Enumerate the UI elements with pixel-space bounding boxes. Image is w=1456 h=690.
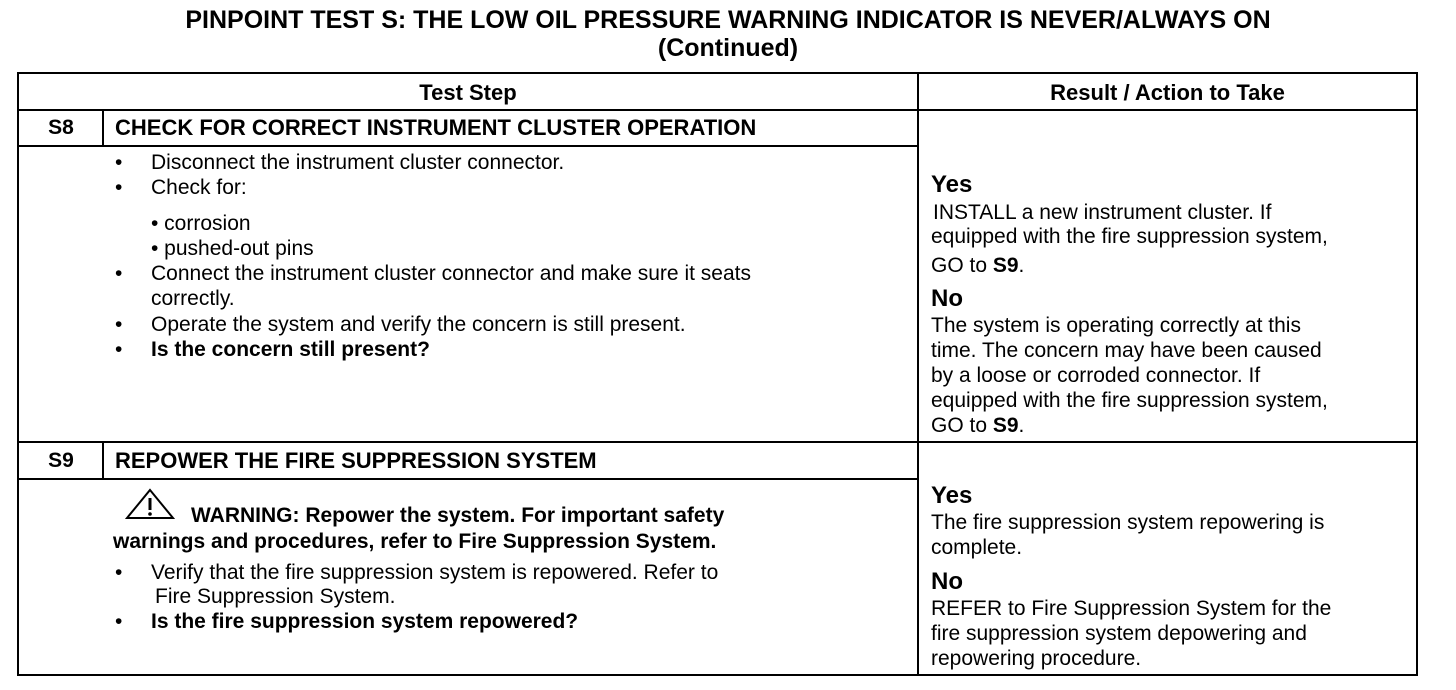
header-result: Result / Action to Take: [1050, 80, 1285, 105]
s9-no-line-1: REFER to Fire Suppression System for the: [931, 597, 1332, 620]
s8-sub-bullet-2: • pushed-out pins: [151, 237, 314, 260]
s9-yes-line-2: complete.: [931, 536, 1023, 559]
s8-step-id: S8: [48, 116, 74, 139]
s9-title-divider: [19, 478, 917, 480]
s8-yes-line-1: INSTALL a new instrument cluster. If: [933, 201, 1272, 224]
s9-warning-line-1: WARNING: Repower the system. For important safety: [191, 504, 725, 527]
s8-title-divider: [19, 145, 917, 147]
s8-sub-bullet-1: • corrosion: [151, 212, 251, 235]
s9-step-title: REPOWER THE FIRE SUPPRESSION SYSTEM: [115, 448, 597, 473]
s8-yes-line-2: equipped with the fire suppression system,: [931, 225, 1328, 248]
s9-yes-line-1: The fire suppression system repowering is: [931, 511, 1325, 534]
s9-no-line-3: repowering procedure.: [931, 647, 1142, 670]
s8-no-label: No: [931, 285, 963, 312]
s8-yes-line-3: GO to S9.: [931, 254, 1025, 277]
s8-step-title: CHECK FOR CORRECT INSTRUMENT CLUSTER OPERATION: [115, 115, 757, 140]
row-divider: [19, 441, 1416, 443]
s8-no-line-5: GO to S9.: [931, 414, 1025, 437]
s8-yes-label: Yes: [931, 171, 973, 198]
title-line-2: (Continued): [657, 34, 799, 62]
s8-no-line-3: by a loose or corroded connector. If: [931, 364, 1261, 387]
s9-warning-line-2: warnings and procedures, refer to Fire Suppression System.: [113, 530, 717, 553]
s8-no-line-1: The system is operating correctly at this: [931, 314, 1301, 337]
warning-triangle-icon: [125, 488, 175, 520]
s9-yes-label: Yes: [931, 482, 973, 509]
column-divider: [917, 74, 919, 674]
s9-no-label: No: [931, 568, 963, 595]
s9-step-id: S9: [48, 449, 74, 472]
header-test-step: Test Step: [419, 80, 517, 105]
page-title: [0, 6, 1456, 62]
s9-no-line-2: fire suppression system depowering and: [931, 622, 1307, 645]
pinpoint-test-table: Test Step Result / Action to Take S8 CHECK FOR CORRECT INSTRUMENT CLUSTER OPERATION • Disconnect the instrument cluster connector. • Check for: • corrosion • pushed-out pins • Connect the instrument cluster connector and make sure it seats correctly. • Operate the system and verify the concern is still present. • Is the concern still present? Yes INSTALL a new instrument cluster. If equipped with the fire suppression system, GO to S9. No The system is operating correctly at this time. The concern may have been caused by a loose or corroded connector. If equipped with the fire suppression system, GO to S9. S9 REPOWER THE FIRE SUPPRESSION SYSTEM WARNING: Repower the system. For important safety warnings and procedures, refer to Fire Suppression System. • Verify that the fire suppression system is repowered. Refer to Fire Suppression System. • Is the fire suppression system repowered? Yes The fire suppression system repowering is complete. No REFER to Fire Suppression System for the fire suppression system depowering and repowering procedure.: [17, 72, 1418, 676]
s8-no-line-2: time. The concern may have been caused: [931, 339, 1322, 362]
title-line-1: PINPOINT TEST S: THE LOW OIL PRESSURE WARNING INDICATOR IS NEVER/ALWAYS ON: [185, 6, 1271, 34]
s8-no-line-4: equipped with the fire suppression system,: [931, 389, 1328, 412]
